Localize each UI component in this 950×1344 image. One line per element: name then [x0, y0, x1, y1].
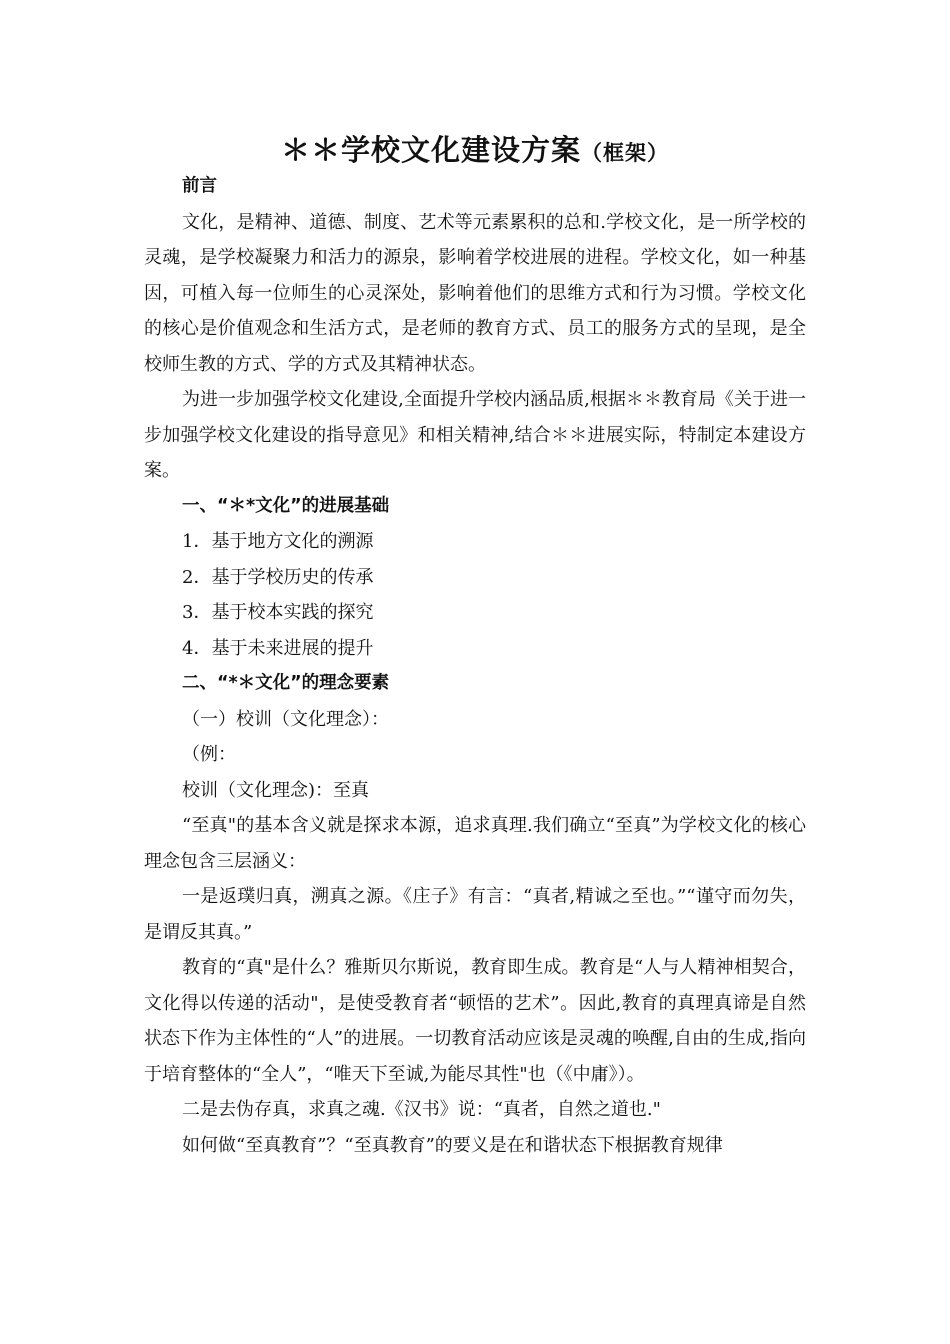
document-body — [144, 169, 806, 1163]
example-line: （例： — [182, 744, 236, 765]
body-paragraph: “至真"的基本含义就是探求本源，追求真理.我们确立“至真”为学校文化的核心理念包含三层涵义： — [144, 815, 806, 872]
body-paragraph: 二是去伪存真，求真之魂.《汉书》说：“真者，自然之道也." — [182, 1099, 661, 1120]
section-heading: 前言 — [182, 176, 217, 196]
list-item: 1．基于地方文化的溯源 — [182, 531, 374, 552]
section-heading: 二、“*＊文化”的理念要素 — [182, 673, 390, 693]
body-paragraph: 如何做“至真教育”？“至真教育”的要义是在和谐状态下根据教育规律 — [182, 1134, 723, 1156]
body-paragraph: 教育的“真"是什么？雅斯贝尔斯说，教育即生成。教育是“人与人精神相契合，文化得以传递的活动"，是使受教育者“顿悟的艺术”。因此,教育的真理真谛是自然状态下作为主体性的“人”的进展。一切教育活动应该是灵魂的唤醒,自由的生成,指向于培育整体的“全人”，“唯天下至诚,为能尽其性"也（《中庸》）。 — [144, 957, 806, 1085]
body-paragraph: 一是返璞归真，溯真之源。《庄子》有言：“真者,精诚之至也。”“谨守而勿失，是谓反其真。” — [144, 886, 806, 943]
subsection-line: （一）校训（文化理念）： — [182, 708, 389, 730]
section-heading: 一、“＊*文化”的进展基础 — [182, 495, 390, 516]
list-item: 2．基于学校历史的传承 — [182, 566, 374, 588]
document-title — [0, 128, 950, 175]
body-paragraph: 文化，是精神、道德、制度、艺术等元素累积的总和.学校文化，是一所学校的灵魂，是学校凝聚力和活力的源泉，影响着学校进展的进程。学校文化，如一种基因，可植入每一位师生的心灵深处，影响着他们的思维方式和行为习惯。学校文化的核心是价值观念和生活方式，是老师的教育方式、员工的服务方式的呈现，是全校师生教的方式、学的方式及其精神状态。 — [144, 211, 806, 375]
motto-line: 校训（文化理念)：至真 — [182, 779, 370, 801]
title-main: ＊＊学校文化建设方案 — [280, 133, 581, 167]
list-item: 4．基于未来进展的提升 — [182, 637, 374, 659]
list-item: 3．基于校本实践的探究 — [182, 602, 374, 623]
body-paragraph: 为进一步加强学校文化建设,全面提升学校内涵品质,根据＊＊教育局《关于进一步加强学校文化建设的指导意见》和相关精神,结合＊＊进展实际，特制定本建设方案。 — [144, 389, 806, 481]
title-sub: （框架） — [581, 141, 669, 165]
